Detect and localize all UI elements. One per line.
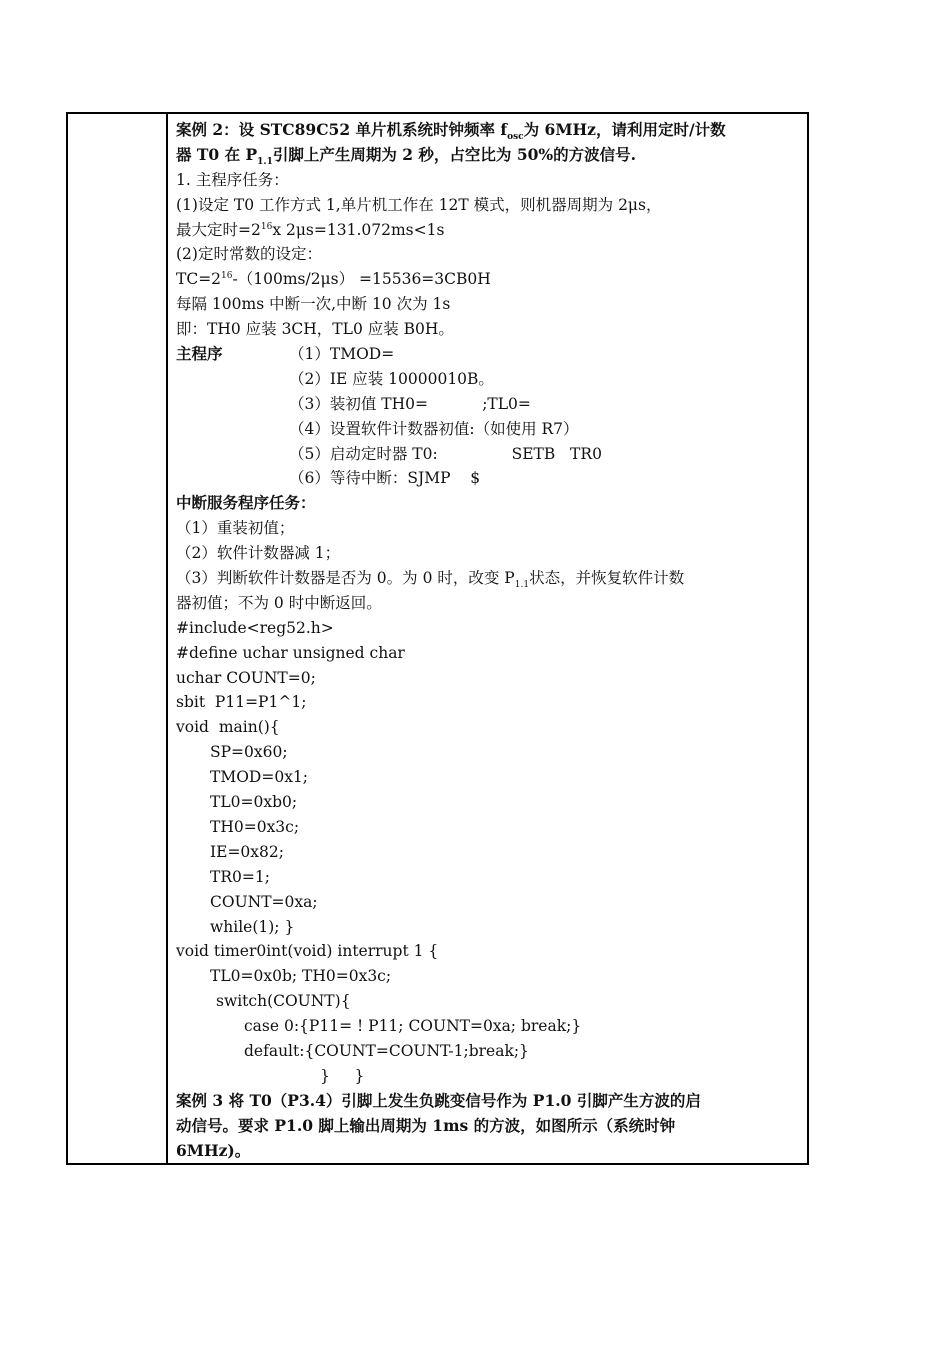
code-line-1: #include<reg52.h> — [176, 618, 334, 637]
case2-title-line2: 器 T0 在 $P_{1.1}$引脚上产生周期为 2 秒，占空比为 50%的方波信号. — [176, 144, 637, 167]
code-line-13: while(1); } — [210, 917, 295, 936]
case3-line1: 案例 3 将 T0（P3.4）引脚上发生负跳变信号作为 P1.0 引脚产生方波的启 — [176, 1090, 701, 1110]
code-line-9: TH0=0x3c; — [210, 817, 300, 836]
max-timing-line: 最大定时$=2^{16}x$ 2μs=131.072ms<1s — [176, 220, 445, 239]
code-line-5: void main(){ — [176, 718, 280, 737]
initial-load-line: 即：TH0 应装 3CH，TL0 应装 B0H。 — [176, 320, 454, 339]
code-line-10: IE=0x82; — [210, 842, 284, 861]
main-task-heading: 1. 主程序任务： — [176, 170, 289, 189]
code-line-4: sbit P11=P1^1; — [176, 693, 307, 712]
code-line-17: case 0:{P11= ! P11; COUNT=0xa; break;} — [244, 1017, 582, 1036]
code-line-3: uchar COUNT=0; — [176, 668, 316, 687]
main-program-step6: （6）等待中断：SJMP $ — [289, 469, 481, 488]
isr-task-item3: （3）判断软件计数器是否为 0。为 0 时，改变 $P_{1.1}$状态，并恢复软件计数 — [176, 569, 685, 591]
case3-line3: 6MHz)。 — [176, 1140, 251, 1160]
main-task-item2: (2)定时常数的设定： — [176, 245, 322, 264]
main-program-step3: （3）装初值 TH0= ;TL0= — [289, 394, 531, 413]
case2-title-line1: 案例 2：设 STC89C52 单片机系统时钟频率 $f_{osc}$为 6MHz，请利用定时/计数 — [176, 120, 726, 143]
left-empty-cell — [67, 113, 167, 1164]
case3-line2: 动信号。要求 P1.0 脚上输出周期为 1ms 的方波，如图所示（系统时钟 — [176, 1115, 676, 1135]
main-program-step1: 主程序 （1）TMOD= — [176, 342, 799, 367]
isr-task-item3-cont: 器初值；不为 0 时中断返回。 — [176, 593, 382, 612]
code-line-15: TL0=0x0b; TH0=0x3c; — [210, 967, 392, 986]
interrupt-interval-line: 每隔 100ms 中断一次,中断 10 次为 1s — [176, 295, 451, 314]
isr-task-item2: （2）软件计数器减 1； — [176, 544, 341, 563]
tc-formula-line: $TC=2^{16}-(100ms/2\mu s) =15536=3CB0H$ — [176, 270, 491, 289]
code-line-6: SP=0x60; — [210, 743, 288, 762]
main-content-cell — [167, 113, 808, 1164]
code-line-18: default:{COUNT=COUNT-1;break;} — [244, 1041, 529, 1060]
code-line-11: TR0=1; — [210, 867, 270, 886]
content-table — [66, 112, 809, 1165]
main-program-step2: （2）IE 应装 10000010B。 — [289, 369, 494, 388]
code-line-16: switch(COUNT){ — [216, 992, 351, 1011]
main-program-label: 主程序 — [176, 344, 223, 364]
code-line-8: TL0=0xb0; — [210, 793, 298, 812]
code-line-7: TMOD=0x1; — [210, 768, 309, 787]
code-line-2: #define uchar unsigned char — [176, 643, 405, 662]
isr-task-heading: 中断服务程序任务： — [176, 493, 316, 513]
code-line-19: } } — [320, 1066, 365, 1085]
code-line-14: void timer0int(void) interrupt 1 { — [176, 942, 439, 961]
isr-task-item1: （1）重装初值； — [176, 519, 295, 538]
code-line-12: COUNT=0xa; — [210, 892, 318, 911]
main-program-step5: （5）启动定时器 T0: SETB TR0 — [289, 444, 602, 463]
main-task-item1: (1)设定 T0 工作方式 1,单片机工作在 12T 模式，则机器周期为 2μs， — [176, 195, 662, 214]
main-program-step4: （4）设置软件计数器初值:（如使用 R7） — [289, 419, 579, 438]
